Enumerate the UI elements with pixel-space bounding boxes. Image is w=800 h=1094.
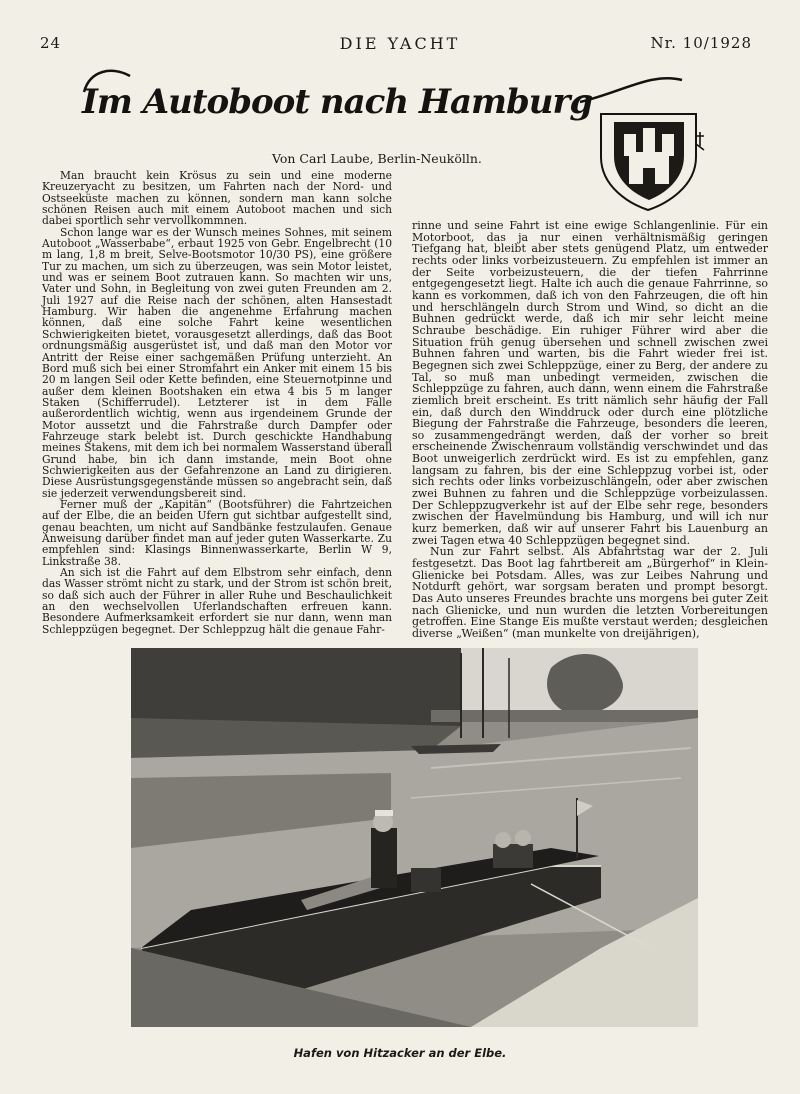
- paragraph: Nun zur Fahrt selbst. Als Abfahrtstag war der 2. Juli festgesetzt. Das Boot lag fahrtbereit am „Bürgerhof“ in Klein-Glienicke bei Potsdam. Alles, was zur Leibes Nahrung und Notdurft gehört, war sorgsam beraten und prompt besorgt. Das Auto unseres Freundes brachte uns morgens bei guter Zeit nach Glienicke, und nun wurden die letzten Vorbereitungen getroffen. Eine Stange Eis mußte verstaut werden; desgleichen diverse „Weißen“ (man munkelte von dreijährigen),: [412, 545, 768, 640]
- harbor-photo: [131, 648, 698, 1027]
- paragraph: Man braucht kein Krösus zu sein und eine moderne Kreuzeryacht zu besitzen, um Fahrten nach der Nord- und Ostseeküste machen zu können, sondern man kann solche schönen Reisen auch mit einem Autoboot machen und sich dabei sportlich sehr vervollkommnen.: [42, 169, 392, 228]
- photo-caption: Hafen von Hitzacker an der Elbe.: [293, 1046, 507, 1060]
- paragraph: Ferner muß der „Kapitän“ (Bootsführer) die Fahrtzeichen auf der Elbe, die an beiden Ufern gut sichtbar aufgestellt sind, genau beachten, um nicht auf Sandbänke festzulaufen. Genaue Anweisung darüber findet man auf jeder guten Wasserkarte. Zu empfehlen sind: Klasings Binnenwasserkarte, Berlin W 9, Linkstraße 38.: [42, 497, 392, 568]
- article-column-1: [42, 170, 392, 640]
- page-number: 24: [40, 34, 62, 52]
- paragraph: Schon lange war es der Wunsch meines Sohnes, mit seinem Autoboot „Wasserbabe“, erbaut 1925 von Gebr. Engelbrecht (10 m lang, 1,8 m breit, Selve-Bootsmotor 10/30 PS), eine größere Tur zu machen, um sich zu überzeugen, was sein Motor leistet, und was er seinem Boot zutrauen kann. So machten wir uns, Vater und Sohn, in Begleitung von zwei guten Freunden am 2. Juli 1927 auf die Reise nach der schönen, alten Hansestadt Hamburg. Wir haben die angenehme Erfahrung machen können, daß eine solche Fahrt keine wesentlichen Schwierigkeiten bietet, vorausgesetzt allerdings, daß das Boot ordnungsmäßig ausgerüstet ist, und daß man den Motor vor Antritt der Reise einer sachgemäßen Prüfung unterzieht. An Bord muß sich bei einer Stromfahrt ein Anker mit einem 15 bis 20 m langen Seil oder Kette befinden, eine Steuernotpinne und außer dem kleinen Bootshaken ein etwa 4 bis 5 m langer Staken (Schifferrudel). Letzterer ist in dem Falle außerordentlich wichtig, wenn aus irgendeinem Grunde der Motor aussetzt und die Fahrstraße durch Dampfer oder Fahrzeuge stark belebt ist. Durch geschickte Handhabung meines Stakens, mit dem ich bei normalem Wasserstand überall Grund habe, bin ich dann imstande, mein Boot ohne Schwierigkeiten aus der Gefahrenzone an Land zu dirigieren. Diese Ausrüstungsgegenstände müssen so angebracht sein, daß sie jederzeit verwendungsbereit sind.: [42, 225, 392, 500]
- paragraph: An sich ist die Fahrt auf dem Elbstrom sehr einfach, denn das Wasser strömt nicht zu stark, und der Strom ist schön breit, so daß sich auch der Führer in aller Ruhe und Beschaulichkeit an den wechselvollen Uferlandschaften erfreuen kann. Besondere Aufmerksamkeit erfordert sie nur dann, wenn man Schleppzügen begegnet. Der Schleppzug hält die genaue Fahr-: [42, 566, 392, 636]
- hamburg-coat-of-arms-icon: [596, 112, 716, 212]
- byline: Von Carl Laube, Berlin-Neukölln.: [272, 151, 482, 166]
- article-column-2: [412, 220, 768, 640]
- paragraph: rinne und seine Fahrt ist eine ewige Schlangenlinie. Für ein Motorboot, das ja nur einen verhältnismäßig geringen Tiefgang hat, bleibt aber stets genügend Platz, um entweder rechts oder links vorbeizusteuern. Zu empfehlen ist immer an der Seite vorbeizusteuern, die der tiefen Fahrrinne entgegengesetzt liegt. Halte ich auch die genaue Fahrrinne, so kann es vorkommen, daß ich von den Fahrzeugen, die oft hin und herschlängeln durch Strom und Wind, so dicht an die Buhnen gedrückt werde, daß ich mir sehr leicht meine Schraube beschädige. Ein ruhiger Führer wird aber die Situation früh genug übersehen und schnell zwischen zwei Buhnen fahren und warten, bis die Fahrt wieder frei ist. Begegnen sich zwei Schleppzüge, einer zu Berg, der andere zu Tal, so muß man unbedingt vermeiden, zwischen die Schleppzüge zu fahren, auch dann, wenn einem die Fahrstraße ziemlich breit erscheint. Es tritt nämlich sehr häufig der Fall ein, daß durch den Winddruck oder durch eine plötzliche Biegung der Fahrstraße die Fahrzeuge, besonders die leeren, so zusammengedrängt werden, daß der vorher so breit erscheinende Zwischenraum vollständig verschwindet und das Boot unweigerlich zerdrückt wird. Es ist zu empfehlen, ganz langsam zu fahren, bis der eine Schleppzug vorbei ist, oder sich rechts oder links vorbeizuschlängeln, oder aber zwischen zwei Buhnen zu fahren und die Schleppzüge vorbeizulassen. Der Schleppzugverkehr ist auf der Elbe sehr rege, besonders zwischen der Havelmündung bis Hamburg, und will ich nur kurz bemerken, daß wir auf unserer Fahrt bis Lauenburg an zwei Tagen etwa 40 Schleppzügen begegnet sind.: [412, 219, 768, 547]
- article-title: Im Autoboot nach Hamburg: [82, 82, 593, 122]
- magazine-name: DIE YACHT: [339, 34, 461, 53]
- issue-number: Nr. 10/1928: [650, 34, 752, 52]
